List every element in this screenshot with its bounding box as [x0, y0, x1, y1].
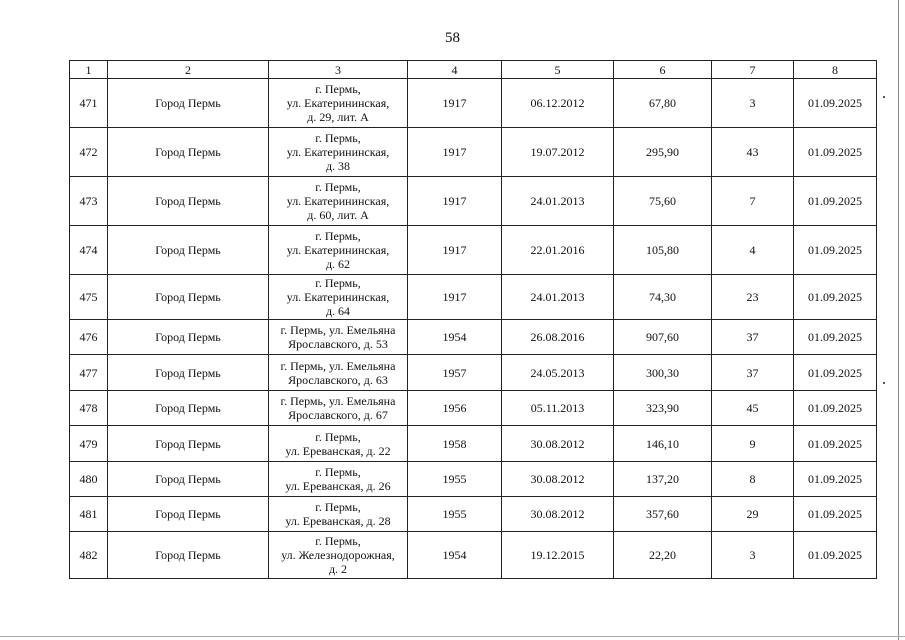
count-cell: 37 [712, 355, 794, 391]
address-cell: г. Пермь, ул. Емельяна Ярославского, д. 67 [269, 391, 408, 426]
table-row [70, 79, 877, 128]
column-number: 4 [408, 61, 502, 79]
area-cell: 75,60 [614, 177, 712, 226]
municipality-cell: Город Пермь [108, 426, 269, 462]
page-edge-right [898, 0, 899, 640]
area-cell: 146,10 [614, 426, 712, 462]
date-cell: 24.01.2013 [502, 275, 614, 320]
count-cell: 7 [712, 177, 794, 226]
date-cell: 05.11.2013 [502, 391, 614, 426]
municipality-cell: Город Пермь [108, 177, 269, 226]
year-cell: 1955 [408, 462, 502, 497]
municipality-cell: Город Пермь [108, 391, 269, 426]
page-number: 58 [445, 30, 460, 46]
table-row [70, 532, 877, 579]
row-number-cell: 481 [70, 497, 108, 532]
year-cell: 1917 [408, 226, 502, 275]
table-row [70, 275, 877, 320]
date-cell: 24.05.2013 [502, 355, 614, 391]
deadline-cell: 01.09.2025 [794, 320, 877, 355]
address-cell: г. Пермь, ул. Железнодорожная, д. 2 [269, 532, 408, 579]
area-cell: 74,30 [614, 275, 712, 320]
year-cell: 1917 [408, 275, 502, 320]
year-cell: 1958 [408, 426, 502, 462]
municipality-cell: Город Пермь [108, 355, 269, 391]
municipality-cell: Город Пермь [108, 532, 269, 579]
page-edge-bottom [0, 636, 905, 637]
date-cell: 19.07.2012 [502, 128, 614, 177]
date-cell: 26.08.2016 [502, 320, 614, 355]
deadline-cell: 01.09.2025 [794, 426, 877, 462]
date-cell: 30.08.2012 [502, 426, 614, 462]
address-cell: г. Пермь, ул. Емельяна Ярославского, д. 63 [269, 355, 408, 391]
area-cell: 105,80 [614, 226, 712, 275]
municipality-cell: Город Пермь [108, 497, 269, 532]
deadline-cell: 01.09.2025 [794, 79, 877, 128]
row-number-cell: 471 [70, 79, 108, 128]
area-cell: 357,60 [614, 497, 712, 532]
year-cell: 1917 [408, 128, 502, 177]
area-cell: 300,30 [614, 355, 712, 391]
column-number-row [70, 61, 877, 79]
date-cell: 19.12.2015 [502, 532, 614, 579]
year-cell: 1954 [408, 320, 502, 355]
table-row [70, 177, 877, 226]
scan-speck [883, 96, 885, 98]
municipality-cell: Город Пермь [108, 462, 269, 497]
deadline-cell: 01.09.2025 [794, 355, 877, 391]
count-cell: 37 [712, 320, 794, 355]
register-table [69, 60, 877, 579]
count-cell: 8 [712, 462, 794, 497]
row-number-cell: 479 [70, 426, 108, 462]
municipality-cell: Город Пермь [108, 275, 269, 320]
municipality-cell: Город Пермь [108, 226, 269, 275]
row-number-cell: 473 [70, 177, 108, 226]
count-cell: 45 [712, 391, 794, 426]
year-cell: 1917 [408, 79, 502, 128]
column-number: 7 [712, 61, 794, 79]
deadline-cell: 01.09.2025 [794, 177, 877, 226]
address-cell: г. Пермь, ул. Екатерининская, д. 38 [269, 128, 408, 177]
table-row [70, 497, 877, 532]
address-cell: г. Пермь, ул. Емельяна Ярославского, д. 53 [269, 320, 408, 355]
deadline-cell: 01.09.2025 [794, 497, 877, 532]
column-number: 2 [108, 61, 269, 79]
address-cell: г. Пермь, ул. Екатерининская, д. 64 [269, 275, 408, 320]
table-row [70, 355, 877, 391]
row-number-cell: 476 [70, 320, 108, 355]
year-cell: 1955 [408, 497, 502, 532]
row-number-cell: 480 [70, 462, 108, 497]
table-row [70, 320, 877, 355]
area-cell: 67,80 [614, 79, 712, 128]
date-cell: 06.12.2012 [502, 79, 614, 128]
address-cell: г. Пермь, ул. Екатерининская, д. 60, лит. А [269, 177, 408, 226]
row-number-cell: 474 [70, 226, 108, 275]
date-cell: 30.08.2012 [502, 497, 614, 532]
deadline-cell: 01.09.2025 [794, 532, 877, 579]
area-cell: 907,60 [614, 320, 712, 355]
address-cell: г. Пермь, ул. Ереванская, д. 26 [269, 462, 408, 497]
deadline-cell: 01.09.2025 [794, 391, 877, 426]
count-cell: 43 [712, 128, 794, 177]
column-number: 1 [70, 61, 108, 79]
deadline-cell: 01.09.2025 [794, 226, 877, 275]
row-number-cell: 482 [70, 532, 108, 579]
row-number-cell: 472 [70, 128, 108, 177]
address-cell: г. Пермь, ул. Екатерининская, д. 29, лит. А [269, 79, 408, 128]
count-cell: 9 [712, 426, 794, 462]
column-number: 8 [794, 61, 877, 79]
date-cell: 24.01.2013 [502, 177, 614, 226]
area-cell: 22,20 [614, 532, 712, 579]
area-cell: 323,90 [614, 391, 712, 426]
table-row [70, 128, 877, 177]
deadline-cell: 01.09.2025 [794, 275, 877, 320]
table-row [70, 462, 877, 497]
row-number-cell: 475 [70, 275, 108, 320]
count-cell: 4 [712, 226, 794, 275]
column-number: 3 [269, 61, 408, 79]
year-cell: 1957 [408, 355, 502, 391]
date-cell: 30.08.2012 [502, 462, 614, 497]
column-number: 5 [502, 61, 614, 79]
year-cell: 1917 [408, 177, 502, 226]
municipality-cell: Город Пермь [108, 320, 269, 355]
row-number-cell: 478 [70, 391, 108, 426]
register-table-body [70, 61, 877, 579]
count-cell: 3 [712, 79, 794, 128]
year-cell: 1956 [408, 391, 502, 426]
year-cell: 1954 [408, 532, 502, 579]
deadline-cell: 01.09.2025 [794, 128, 877, 177]
row-number-cell: 477 [70, 355, 108, 391]
column-number: 6 [614, 61, 712, 79]
scan-speck [883, 382, 885, 384]
address-cell: г. Пермь, ул. Ереванская, д. 22 [269, 426, 408, 462]
municipality-cell: Город Пермь [108, 79, 269, 128]
date-cell: 22.01.2016 [502, 226, 614, 275]
table-row [70, 391, 877, 426]
address-cell: г. Пермь, ул. Ереванская, д. 28 [269, 497, 408, 532]
count-cell: 29 [712, 497, 794, 532]
table-row [70, 226, 877, 275]
deadline-cell: 01.09.2025 [794, 462, 877, 497]
count-cell: 3 [712, 532, 794, 579]
table-row [70, 426, 877, 462]
count-cell: 23 [712, 275, 794, 320]
address-cell: г. Пермь, ул. Екатерининская, д. 62 [269, 226, 408, 275]
area-cell: 137,20 [614, 462, 712, 497]
area-cell: 295,90 [614, 128, 712, 177]
municipality-cell: Город Пермь [108, 128, 269, 177]
